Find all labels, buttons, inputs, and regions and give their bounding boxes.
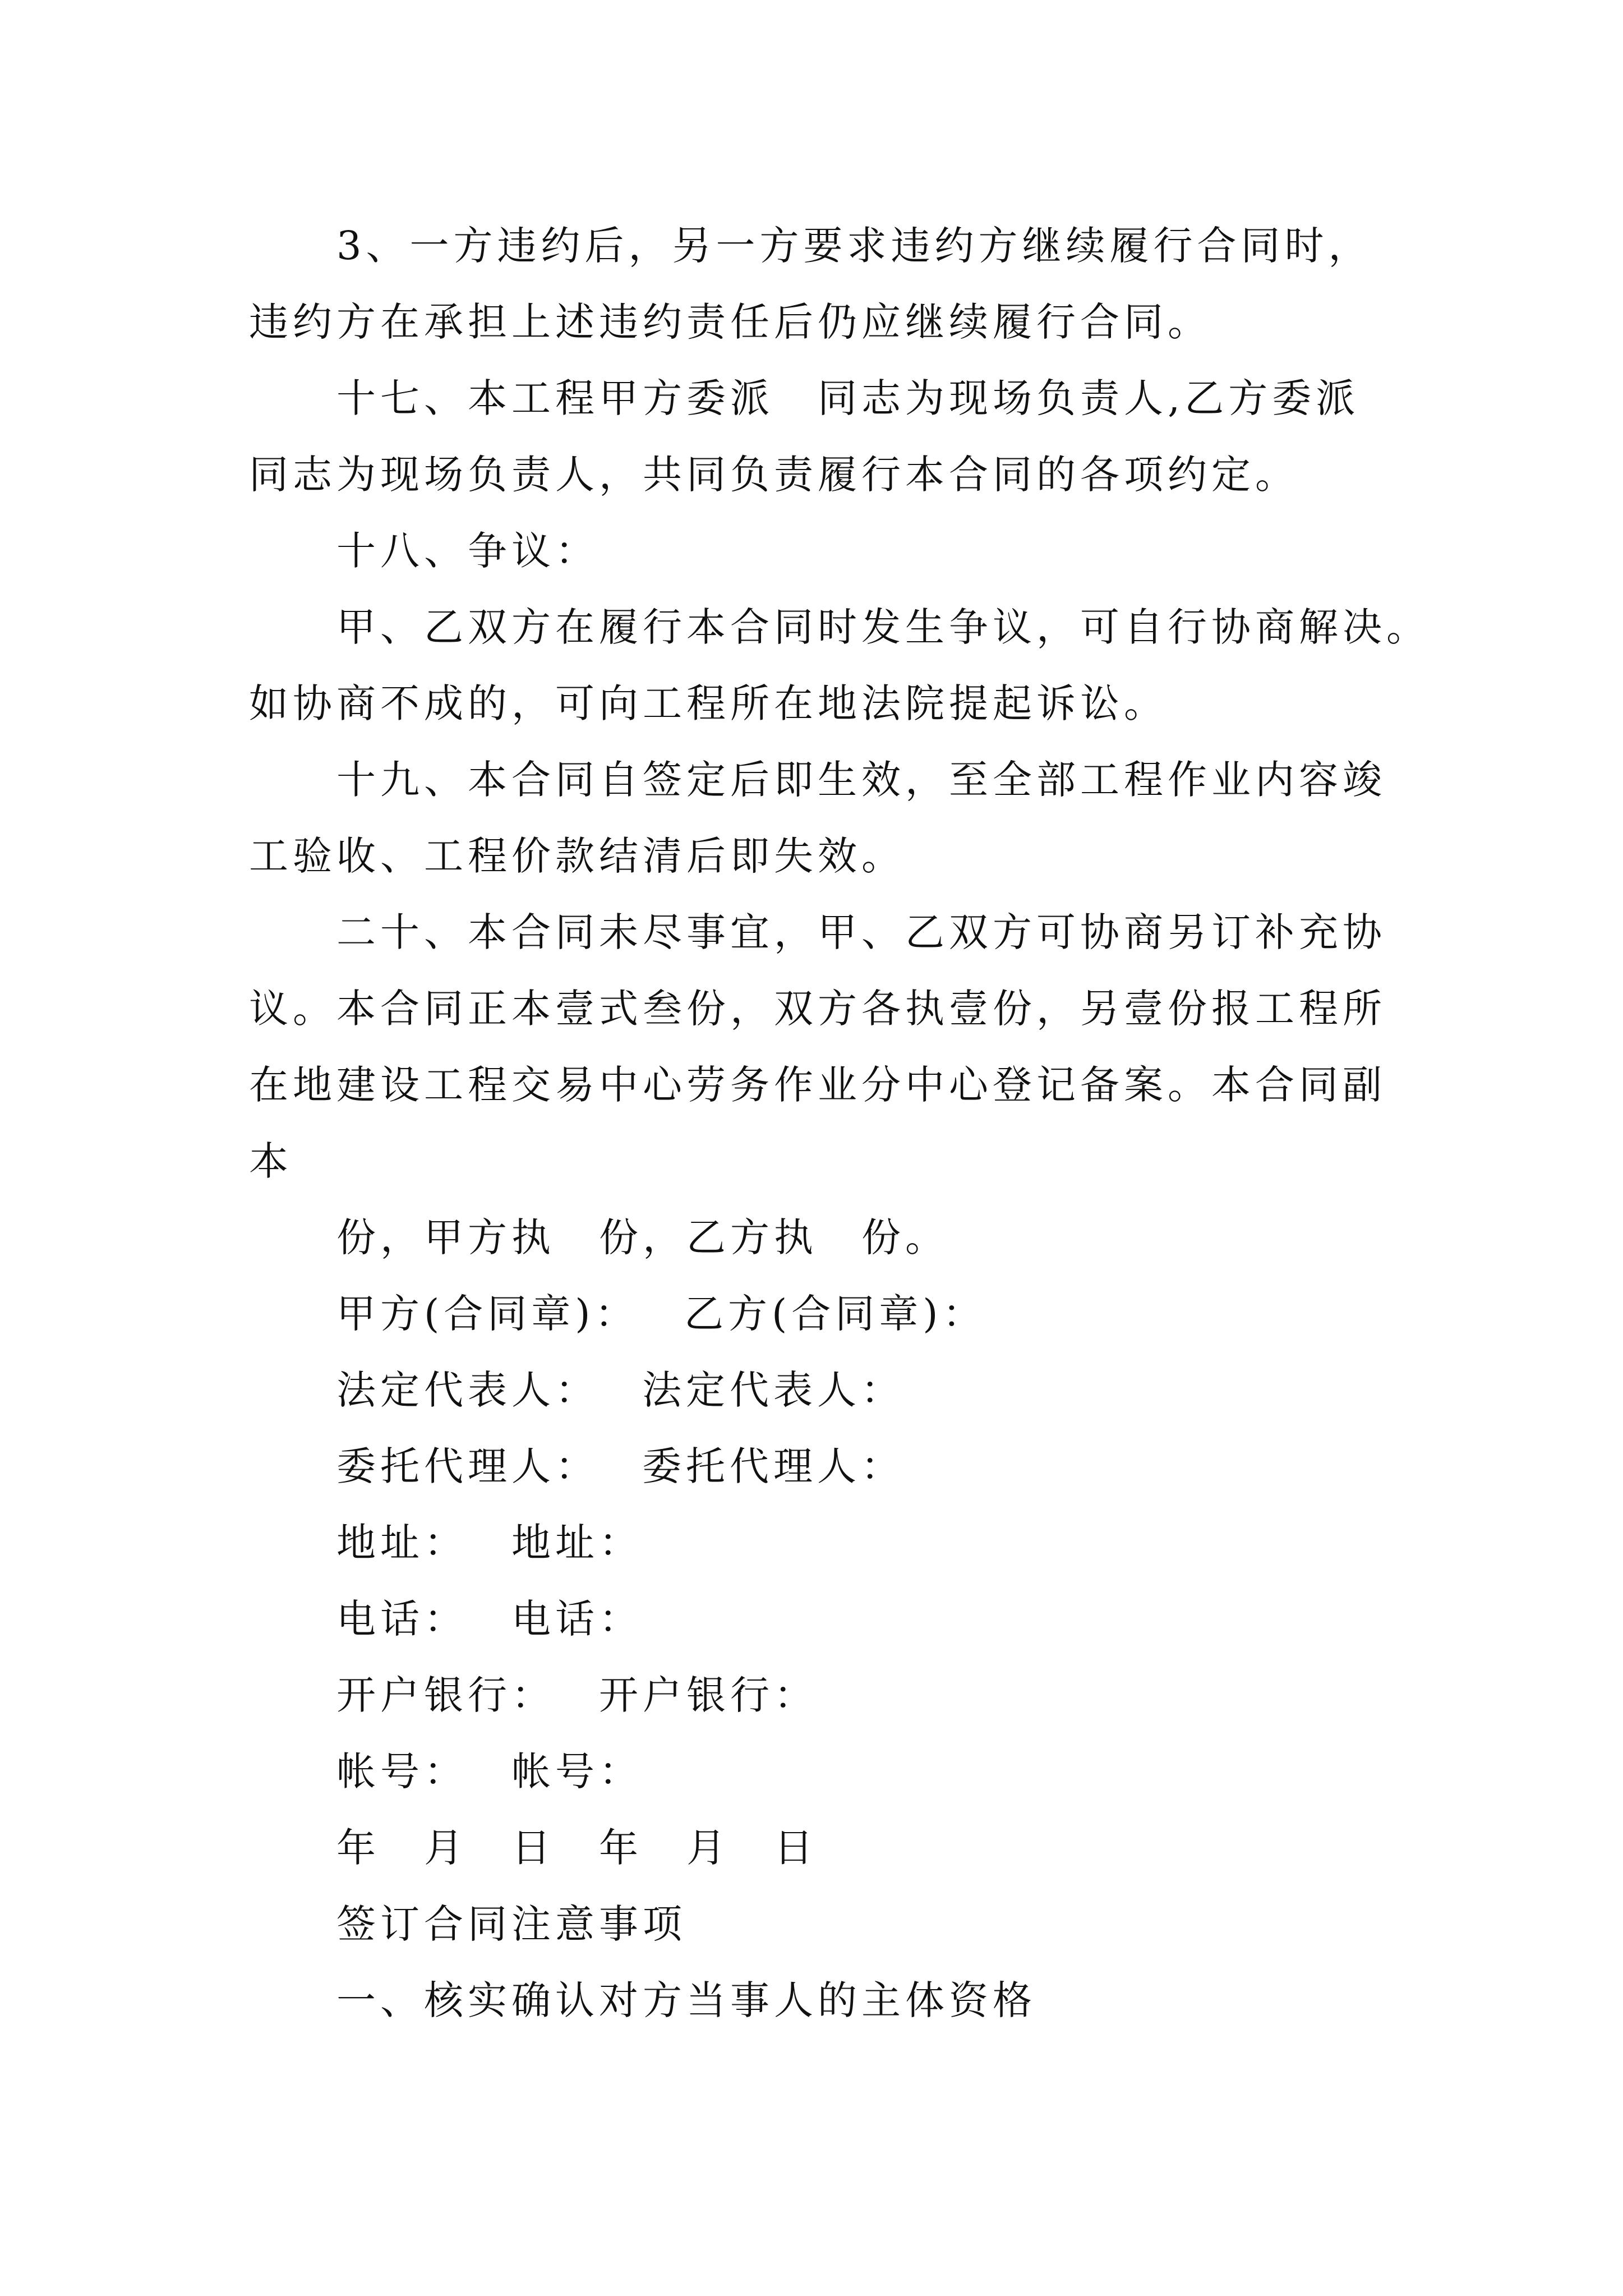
section-item: 一、核实确认对方当事人的主体资格 <box>336 1977 1036 2023</box>
party-a-phone-label: 电话： <box>336 1596 468 1642</box>
text-line: 在地建设工程交易中心劳务作业分中心登记备案。本合同副 <box>249 1062 1386 1108</box>
party-b-address-label: 地址： <box>511 1520 643 1566</box>
signature-row <box>336 1441 1481 1492</box>
clause-heading: 十八、争议： <box>336 528 599 574</box>
section-title: 签订合同注意事项 <box>336 1901 686 1947</box>
text-line: 同志为现场负责人，共同负责履行本合同的各项约定。 <box>249 452 1299 498</box>
date-month: 月 <box>686 1825 730 1871</box>
text-line: 二十、本合同未尽事宜，甲、乙双方可协商另订补充协 <box>336 909 1386 955</box>
text-line: 违约方在承担上述违约责任后仍应继续履行合同。 <box>249 299 1211 345</box>
party-a-account-label: 帐号： <box>336 1749 468 1795</box>
party-a-address-label: 地址： <box>336 1520 468 1566</box>
text-line: 甲、乙双方在履行本合同时发生争议，可自行协商解决。 <box>336 604 1430 650</box>
text-line: 十九、本合同自签定后即生效，至全部工程作业内容竣 <box>336 757 1386 803</box>
date-day: 日 <box>774 1825 818 1871</box>
signature-row <box>336 1288 1481 1340</box>
signature-row <box>336 1364 1481 1416</box>
text-line: 工验收、工程价款结清后即失效。 <box>249 833 905 879</box>
text-line: 3、一方违约后，另一方要求违约方继续履行合同时， <box>336 223 1372 269</box>
text-line: 十七、本工程甲方委派 同志为现场负责人,乙方委派 <box>336 375 1360 421</box>
text-line: 如协商不成的，可向工程所在地法院提起诉讼。 <box>249 680 1168 726</box>
party-b-agent-label: 委托代理人： <box>642 1443 905 1489</box>
signature-row <box>336 1593 1481 1645</box>
party-b-bank-label: 开户银行： <box>599 1672 818 1718</box>
text-line: 议。本合同正本壹式叁份，双方各执壹份，另壹份报工程所 <box>249 986 1386 1032</box>
date-line <box>336 1822 1481 1874</box>
signature-row <box>336 1746 1481 1797</box>
signature-row <box>336 1517 1481 1568</box>
party-b-phone-label: 电话： <box>511 1596 643 1642</box>
signature-row <box>336 1669 1481 1721</box>
party-b-seal-label: 乙方(合同章)： <box>684 1291 986 1337</box>
party-b-account-label: 帐号： <box>511 1749 643 1795</box>
party-a-seal-label: 甲方(合同章)： <box>336 1291 639 1337</box>
party-a-agent-label: 委托代理人： <box>336 1443 599 1489</box>
date-day: 日 <box>511 1825 555 1871</box>
date-year: 年 <box>336 1825 380 1871</box>
text-line: 份，甲方执 份，乙方执 份。 <box>336 1214 949 1260</box>
date-year: 年 <box>599 1825 643 1871</box>
text-line: 本 <box>249 1138 293 1184</box>
party-a-bank-label: 开户银行： <box>336 1672 555 1718</box>
party-b-legal-rep-label: 法定代表人： <box>642 1367 905 1413</box>
party-a-legal-rep-label: 法定代表人： <box>336 1367 599 1413</box>
date-month: 月 <box>424 1825 468 1871</box>
